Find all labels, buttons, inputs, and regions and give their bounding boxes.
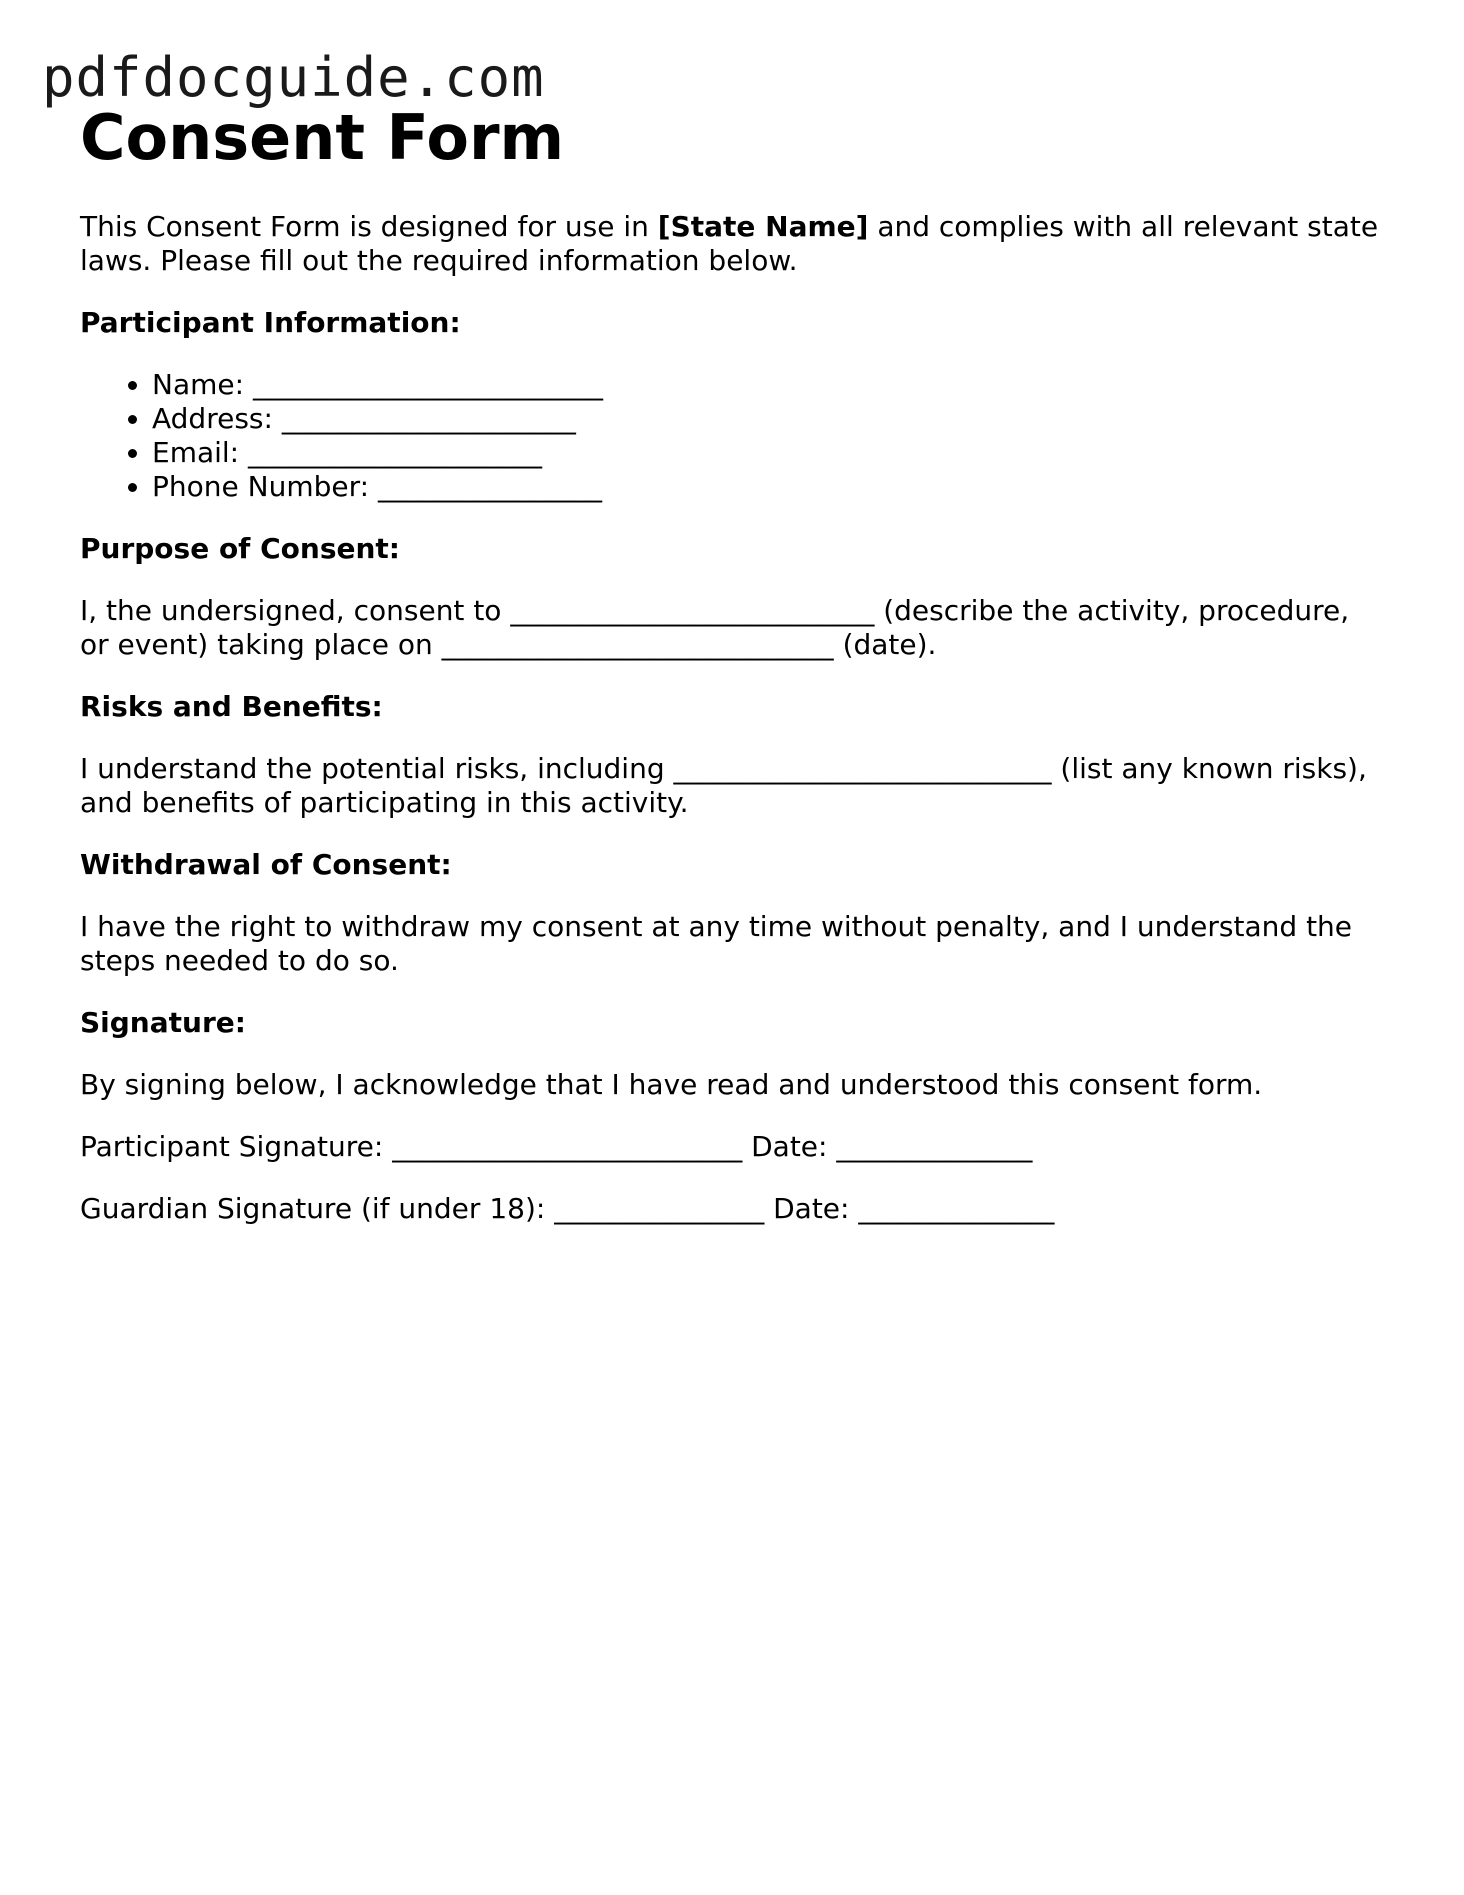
withdrawal-of-consent-heading: Withdrawal of Consent: xyxy=(80,848,452,881)
participant-signature-line[interactable]: Participant Signature: _________________________ Date: ______________ xyxy=(80,1130,1033,1163)
participant-information-heading: Participant Information: xyxy=(80,306,461,339)
intro-paragraph xyxy=(80,210,1380,278)
address-field[interactable]: • Address: _____________________ xyxy=(152,402,1380,436)
phone-number-field[interactable]: • Phone Number: ________________ xyxy=(152,470,1380,504)
name-field[interactable]: • Name: _________________________ xyxy=(152,368,1380,402)
intro-text-before: This Consent Form is designed for use in xyxy=(80,210,658,243)
intro-text-after: and complies with all relevant state laws. Please fill out the required information below. xyxy=(80,210,1379,277)
guardian-signature-line[interactable]: Guardian Signature (if under 18): _______________ Date: ______________ xyxy=(80,1192,1055,1225)
purpose-of-consent-heading: Purpose of Consent: xyxy=(80,532,401,565)
watermark-text: pdfdocguide.com xyxy=(42,46,545,109)
email-field[interactable]: • Email: _____________________ xyxy=(152,436,1380,470)
page-title: Consent Form xyxy=(80,101,565,174)
document-page xyxy=(80,100,1380,1226)
purpose-paragraph[interactable]: I, the undersigned, consent to __________________________ (describe the activity, procedure, or event) taking place on ____________________________ (date). xyxy=(80,594,1350,661)
participant-fields-list xyxy=(80,368,1380,504)
signature-heading: Signature: xyxy=(80,1006,246,1039)
state-name-placeholder: [State Name] xyxy=(657,210,869,243)
risks-paragraph[interactable]: I understand the potential risks, including ___________________________ (list any known risks), and benefits of participating in this activity. xyxy=(80,752,1367,819)
withdrawal-paragraph: I have the right to withdraw my consent at any time without penalty, and I understand the steps needed to do so. xyxy=(80,910,1353,977)
risks-and-benefits-heading: Risks and Benefits: xyxy=(80,690,383,723)
acknowledgement-paragraph: By signing below, I acknowledge that I have read and understood this consent form. xyxy=(80,1068,1263,1101)
